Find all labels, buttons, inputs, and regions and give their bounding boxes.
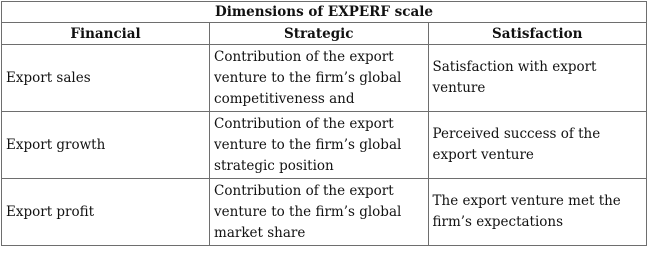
cell-financial: Export growth bbox=[2, 112, 210, 179]
cell-strategic: Contribution of the export venture to the firm’s global strategic position bbox=[210, 112, 428, 179]
cell-satisfaction: Perceived success of the export venture bbox=[428, 112, 647, 179]
table-row bbox=[2, 45, 647, 112]
table-title: Dimensions of EXPERF scale bbox=[2, 2, 647, 23]
cell-strategic: Contribution of the export venture to the firm’s global competitiveness and bbox=[210, 45, 428, 112]
cell-satisfaction: Satisfaction with export venture bbox=[428, 45, 647, 112]
header-financial: Financial bbox=[2, 23, 210, 45]
table-title-row bbox=[2, 2, 647, 23]
header-satisfaction: Satisfaction bbox=[428, 23, 647, 45]
cell-satisfaction: The export venture met the firm’s expectations bbox=[428, 179, 647, 246]
table-row bbox=[2, 179, 647, 246]
header-strategic: Strategic bbox=[210, 23, 428, 45]
table-row bbox=[2, 112, 647, 179]
cell-financial: Export sales bbox=[2, 45, 210, 112]
experf-table bbox=[1, 1, 647, 246]
cell-strategic: Contribution of the export venture to the firm’s global market share bbox=[210, 179, 428, 246]
cell-financial: Export profit bbox=[2, 179, 210, 246]
table-header-row bbox=[2, 23, 647, 45]
